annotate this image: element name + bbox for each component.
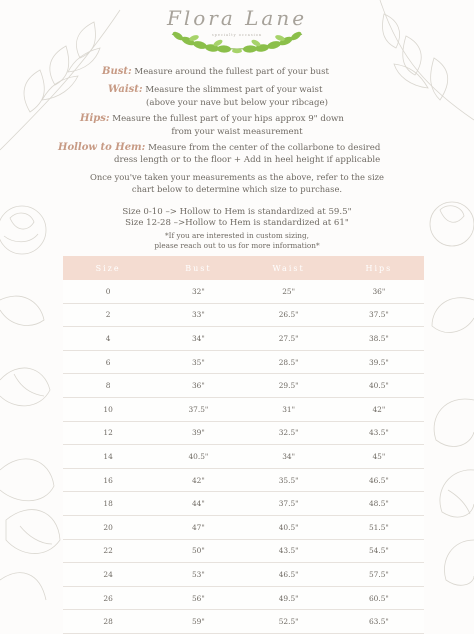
size-cell: 2 xyxy=(63,303,153,327)
bust-cell: 34" xyxy=(153,327,243,351)
leaf-wreath-icon xyxy=(164,26,310,56)
note-line-2: chart below to determine which size to purchase. xyxy=(131,184,343,194)
waist-cell: 40.5" xyxy=(244,515,334,539)
table-row xyxy=(63,421,424,445)
table-row xyxy=(63,563,424,587)
size-cell: 12 xyxy=(63,421,153,445)
waist-cell: 27.5" xyxy=(244,327,334,351)
note-line-1: Once you've taken your measurements as the above, refer to the size xyxy=(89,172,385,182)
size-cell: 28 xyxy=(63,610,153,634)
waist-cell: 43.5" xyxy=(244,539,334,563)
waist-text-2: (above your nave but below your ribcage) xyxy=(145,98,328,108)
table-row xyxy=(63,303,424,327)
size-cell: 10 xyxy=(63,397,153,421)
hips-cell: 51.5" xyxy=(334,515,424,539)
header-waist: Waist xyxy=(244,256,334,280)
standard-line-2: Size 12-28 –>Hollow to Hem is standardized at 61" xyxy=(125,218,349,228)
bust-cell: 33" xyxy=(153,303,243,327)
size-cell: 18 xyxy=(63,492,153,516)
size-cell: 16 xyxy=(63,468,153,492)
waist-cell: 31" xyxy=(244,397,334,421)
bust-cell: 59" xyxy=(153,610,243,634)
bust-cell: 50" xyxy=(153,539,243,563)
hips-cell: 48.5" xyxy=(334,492,424,516)
table-row xyxy=(63,327,424,351)
waist-cell: 28.5" xyxy=(244,350,334,374)
custom-line-2: please reach out to us for more information* xyxy=(154,241,320,250)
header-hips: Hips xyxy=(334,256,424,280)
hips-cell: 54.5" xyxy=(334,539,424,563)
table-row xyxy=(63,539,424,563)
bust-cell: 42" xyxy=(153,468,243,492)
table-row xyxy=(63,492,424,516)
waist-cell: 37.5" xyxy=(244,492,334,516)
hips-cell: 63.5" xyxy=(334,610,424,634)
waist-text-1: Measure the slimmest part of your waist xyxy=(145,85,323,95)
standard-line-1: Size 0-10 –> Hollow to Hem is standardized at 59.5" xyxy=(122,207,352,217)
table-row xyxy=(63,374,424,398)
table-row xyxy=(63,610,424,634)
waist-cell: 52.5" xyxy=(244,610,334,634)
hips-cell: 42" xyxy=(334,397,424,421)
header-size: Size xyxy=(63,256,153,280)
bust-cell: 37.5" xyxy=(153,397,243,421)
waist-instruction xyxy=(108,84,322,97)
bust-cell: 53" xyxy=(153,563,243,587)
size-cell: 8 xyxy=(63,374,153,398)
size-cell: 14 xyxy=(63,445,153,469)
size-cell: 24 xyxy=(63,563,153,587)
table-row xyxy=(63,350,424,374)
bust-cell: 35" xyxy=(153,350,243,374)
bust-cell: 40.5" xyxy=(153,445,243,469)
hips-cell: 40.5" xyxy=(334,374,424,398)
bust-cell: 47" xyxy=(153,515,243,539)
hips-instruction xyxy=(80,113,344,126)
hips-cell: 43.5" xyxy=(334,421,424,445)
bust-cell: 39" xyxy=(153,421,243,445)
brand-name: Flora Lane xyxy=(166,6,308,30)
hips-cell: 45" xyxy=(334,445,424,469)
hips-cell: 38.5" xyxy=(334,327,424,351)
hips-cell: 46.5" xyxy=(334,468,424,492)
hollow-to-hem-instruction xyxy=(58,142,380,155)
brand-logo xyxy=(0,4,474,60)
waist-cell: 29.5" xyxy=(244,374,334,398)
header-bust: Bust xyxy=(153,256,243,280)
table-row xyxy=(63,515,424,539)
hips-cell: 36" xyxy=(334,280,424,303)
hips-cell: 60.5" xyxy=(334,586,424,610)
size-cell: 0 xyxy=(63,280,153,303)
hollow-to-hem-text-2: dress length or to the floor + Add in heel height if applicable xyxy=(114,155,381,165)
brand-tagline: specialty occasion xyxy=(211,33,263,37)
table-row xyxy=(63,280,424,303)
waist-cell: 34" xyxy=(244,445,334,469)
hips-text-2: from your waist measurement xyxy=(171,127,303,137)
size-cell: 4 xyxy=(63,327,153,351)
bust-cell: 44" xyxy=(153,492,243,516)
bust-instruction xyxy=(102,66,329,79)
waist-cell: 32.5" xyxy=(244,421,334,445)
waist-cell: 46.5" xyxy=(244,563,334,587)
hips-cell: 57.5" xyxy=(334,563,424,587)
custom-line-1: *If you are interested in custom sizing, xyxy=(164,231,310,240)
table-row xyxy=(63,445,424,469)
hips-cell: 37.5" xyxy=(334,303,424,327)
table-row xyxy=(63,586,424,610)
waist-cell: 25" xyxy=(244,280,334,303)
hollow-to-hem-text-1: Measure from the center of the collarbone to desired xyxy=(148,143,381,153)
bust-text: Measure around the fullest part of your bust xyxy=(134,67,329,77)
waist-cell: 26.5" xyxy=(244,303,334,327)
bust-cell: 32" xyxy=(153,280,243,303)
size-cell: 26 xyxy=(63,586,153,610)
hips-label: Hips: xyxy=(80,113,110,124)
hips-text-1: Measure the fullest part of your hips approx 9" down xyxy=(112,114,344,124)
bust-cell: 36" xyxy=(153,374,243,398)
table-row xyxy=(63,397,424,421)
size-cell: 20 xyxy=(63,515,153,539)
hips-cell: 39.5" xyxy=(334,350,424,374)
size-chart-body xyxy=(63,280,424,633)
bust-cell: 56" xyxy=(153,586,243,610)
waist-cell: 49.5" xyxy=(244,586,334,610)
waist-label: Waist: xyxy=(108,84,143,95)
hollow-to-hem-label: Hollow to Hem: xyxy=(58,142,146,153)
table-row xyxy=(63,468,424,492)
size-chart-table xyxy=(63,256,424,634)
table-header-row xyxy=(63,256,424,280)
size-cell: 22 xyxy=(63,539,153,563)
bust-label: Bust: xyxy=(102,66,132,77)
waist-cell: 35.5" xyxy=(244,468,334,492)
size-cell: 6 xyxy=(63,350,153,374)
